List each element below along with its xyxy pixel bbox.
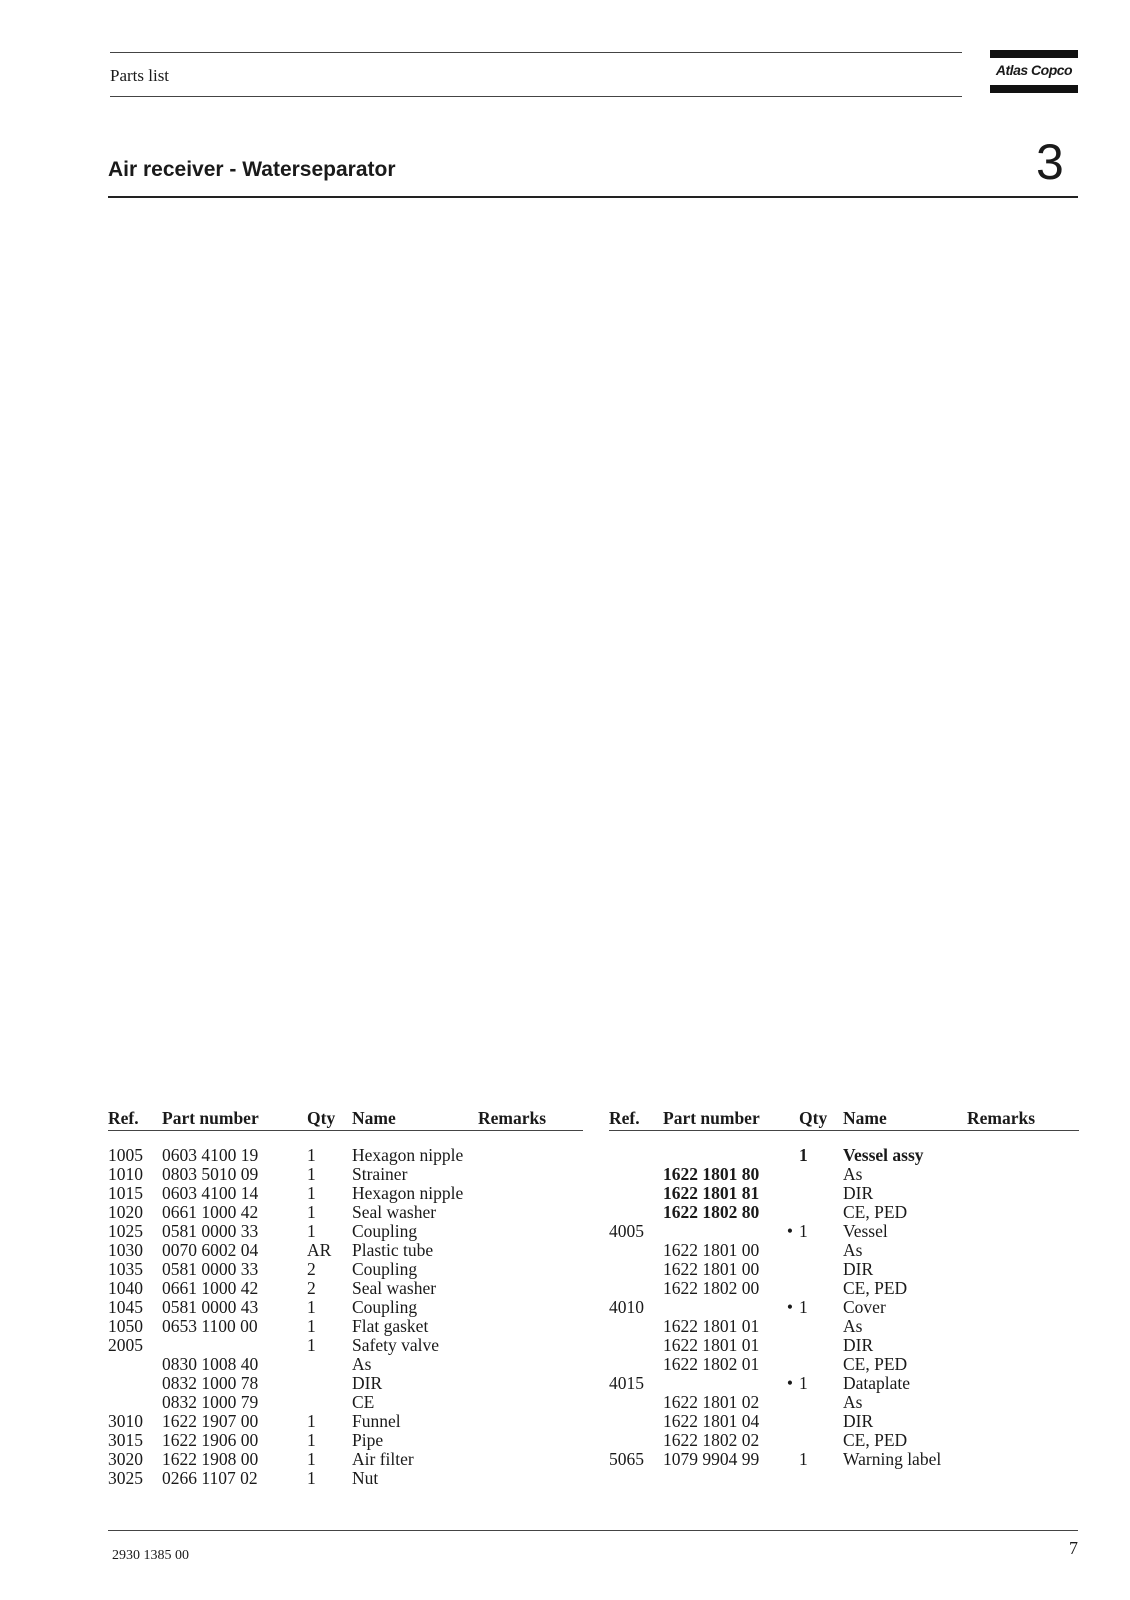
cell-part-number [663,1374,775,1393]
cell-ref: 1025 [108,1221,143,1241]
cell-name: CE, PED [843,1430,908,1450]
chapter-number: 3 [1036,134,1064,190]
footer-doc-number: 2930 1385 00 [112,1548,189,1563]
cell-qty: 1 [799,1221,808,1241]
cell-part-number: 0603 4100 14 [162,1183,259,1203]
cell-qty: 1 [307,1164,316,1184]
table-row [108,1279,583,1298]
section-title: Air receiver - Waterseparator [108,158,396,181]
table-row [108,1184,583,1203]
cell-remarks [478,1336,583,1355]
cell-ref [609,1184,663,1203]
cell-part-number: 1622 1801 01 [663,1335,760,1355]
header-ref: Ref. [609,1108,663,1131]
cell-name: CE [352,1392,375,1412]
cell-qty [799,1393,843,1412]
cell-name: Funnel [352,1411,401,1431]
cell-bullet: • [786,1297,793,1317]
table-row [108,1222,583,1241]
cell-name: Coupling [352,1259,418,1279]
cell-ref: 2005 [108,1335,143,1355]
cell-name: DIR [843,1411,874,1431]
footer-page-number: 7 [1069,1538,1078,1558]
cell-qty [799,1260,843,1279]
cell-qty: 1 [307,1297,316,1317]
cell-part-number: 1622 1906 00 [162,1430,259,1450]
cell-remarks [478,1450,583,1469]
cell-remarks [967,1260,1079,1279]
cell-remarks [478,1317,583,1336]
cell-part-number: 1622 1802 80 [663,1202,760,1222]
cell-ref: 1020 [108,1202,143,1222]
table-row [108,1431,583,1450]
cell-bullet [775,1317,799,1336]
cell-qty: 1 [307,1411,316,1431]
cell-qty [799,1412,843,1431]
parts-table-right [609,1108,1079,1469]
cell-part-number [663,1222,775,1241]
cell-remarks [967,1393,1079,1412]
cell-remarks [478,1412,583,1431]
cell-remarks [967,1184,1079,1203]
cell-ref: 3015 [108,1430,143,1450]
cell-qty [799,1165,843,1184]
cell-ref: 3025 [108,1468,143,1488]
cell-name: Nut [352,1468,379,1488]
cell-ref [108,1393,162,1412]
cell-part-number: 1622 1802 02 [663,1430,760,1450]
table-row [609,1336,1079,1355]
cell-part-number: 1622 1801 02 [663,1392,760,1412]
cell-ref: 1040 [108,1278,143,1298]
table-row [108,1450,583,1469]
cell-bullet [775,1431,799,1450]
table-row [609,1146,1079,1165]
cell-bullet [775,1241,799,1260]
cell-name: Dataplate [843,1373,911,1393]
cell-name: As [843,1240,863,1260]
cell-name: Pipe [352,1430,384,1450]
table-row [108,1355,583,1374]
table-header-row [108,1108,583,1131]
table-row [609,1412,1079,1431]
cell-remarks [478,1184,583,1203]
cell-part-number: 1622 1802 01 [663,1354,760,1374]
cell-qty [307,1393,352,1412]
cell-ref [609,1241,663,1260]
cell-ref [609,1336,663,1355]
cell-remarks [478,1241,583,1260]
table-row [609,1184,1079,1203]
header-label: Parts list [110,66,170,85]
table-row [108,1374,583,1393]
cell-remarks [967,1450,1079,1469]
cell-part-number: 0266 1107 02 [162,1468,258,1488]
cell-remarks [478,1469,583,1488]
cell-qty: 1 [307,1183,316,1203]
cell-remarks [967,1412,1079,1431]
cell-qty [799,1355,843,1374]
cell-ref [609,1279,663,1298]
cell-part-number: 1622 1907 00 [162,1411,259,1431]
cell-bullet [775,1203,799,1222]
table-row [609,1450,1079,1469]
cell-name: DIR [843,1335,874,1355]
cell-part-number: 0653 1100 00 [162,1316,258,1336]
cell-part-number [663,1298,775,1317]
table-row [108,1146,583,1165]
cell-qty: 1 [307,1449,316,1469]
cell-part-number: 0581 0000 33 [162,1259,259,1279]
header-part-number: Part number [162,1108,307,1131]
cell-part-number [663,1146,775,1165]
cell-ref [108,1374,162,1393]
cell-part-number: 1622 1801 00 [663,1259,760,1279]
cell-part-number [162,1336,307,1355]
cell-part-number: 0070 6002 04 [162,1240,259,1260]
header-qty: Qty [799,1108,843,1131]
cell-qty: AR [307,1240,332,1260]
cell-qty: 1 [307,1316,316,1336]
cell-part-number: 1622 1801 00 [663,1240,760,1260]
cell-ref: 4005 [609,1221,644,1241]
table-row [609,1298,1079,1317]
cell-qty [307,1355,352,1374]
cell-qty [799,1203,843,1222]
cell-name: DIR [352,1373,383,1393]
header-name: Name [352,1108,478,1131]
header-part-number: Part number [663,1108,799,1131]
cell-name: CE, PED [843,1354,908,1374]
cell-name: Coupling [352,1297,418,1317]
cell-bullet [775,1393,799,1412]
table-row [609,1241,1079,1260]
cell-bullet [775,1146,799,1165]
cell-remarks [478,1279,583,1298]
cell-ref [108,1355,162,1374]
table-row [108,1260,583,1279]
cell-name: Coupling [352,1221,418,1241]
cell-qty [799,1279,843,1298]
cell-ref [609,1146,663,1165]
cell-ref: 4015 [609,1373,644,1393]
cell-remarks [478,1203,583,1222]
cell-remarks [478,1355,583,1374]
cell-remarks [478,1298,583,1317]
cell-bullet: • [786,1221,793,1241]
cell-qty [307,1374,352,1393]
cell-name: Air filter [352,1449,414,1469]
cell-part-number: 0803 5010 09 [162,1164,259,1184]
cell-part-number: 1622 1801 04 [663,1411,760,1431]
cell-name: As [352,1354,372,1374]
cell-ref [609,1412,663,1431]
table-row [609,1260,1079,1279]
cell-part-number: 0661 1000 42 [162,1202,259,1222]
cell-remarks [478,1165,583,1184]
cell-qty: 1 [307,1468,316,1488]
cell-ref: 1005 [108,1145,143,1165]
cell-name: Warning label [843,1449,942,1469]
cell-name: Hexagon nipple [352,1145,464,1165]
table-spacer-row [609,1131,1079,1147]
cell-ref [609,1317,663,1336]
cell-ref: 3020 [108,1449,143,1469]
cell-name: CE, PED [843,1202,908,1222]
footer-rule [108,1530,1078,1531]
cell-qty [799,1241,843,1260]
cell-name: DIR [843,1259,874,1279]
table-row [609,1355,1079,1374]
cell-name: Seal washer [352,1278,437,1298]
cell-ref: 1045 [108,1297,143,1317]
table-row [609,1431,1079,1450]
cell-name: Strainer [352,1164,408,1184]
table-row [609,1374,1079,1393]
cell-name: CE, PED [843,1278,908,1298]
cell-ref: 5065 [609,1449,644,1469]
cell-remarks [967,1222,1079,1241]
cell-remarks [478,1146,583,1165]
cell-remarks [478,1222,583,1241]
cell-qty: 2 [307,1259,316,1279]
cell-qty: 1 [799,1145,808,1165]
cell-qty [799,1431,843,1450]
header-ref: Ref. [108,1108,162,1131]
cell-remarks [478,1374,583,1393]
cell-qty [799,1317,843,1336]
cell-ref [609,1431,663,1450]
cell-name: Plastic tube [352,1240,434,1260]
table-row [609,1393,1079,1412]
table-row [108,1412,583,1431]
cell-qty: 1 [799,1297,808,1317]
cell-remarks [967,1431,1079,1450]
cell-ref: 1015 [108,1183,143,1203]
spacer-cell [609,1131,1079,1147]
cell-ref: 4010 [609,1297,644,1317]
cell-name: As [843,1316,863,1336]
cell-part-number: 0830 1008 40 [162,1354,259,1374]
cell-ref [609,1260,663,1279]
cell-ref: 1035 [108,1259,143,1279]
cell-bullet: • [786,1373,793,1393]
cell-remarks [478,1393,583,1412]
header-top-rule [110,52,962,53]
logo-text: Atlas Copco [995,62,1073,78]
cell-remarks [967,1203,1079,1222]
cell-qty [799,1336,843,1355]
table-row [108,1203,583,1222]
cell-bullet [775,1184,799,1203]
table-row [108,1469,583,1488]
cell-part-number: 1622 1801 01 [663,1316,760,1336]
cell-name: DIR [843,1183,874,1203]
table-row [609,1203,1079,1222]
cell-ref [609,1393,663,1412]
cell-name: As [843,1392,863,1412]
cell-qty: 1 [307,1335,316,1355]
table-spacer-row [108,1131,583,1147]
cell-part-number: 1079 9904 99 [663,1449,760,1469]
table-row [609,1279,1079,1298]
cell-part-number: 0603 4100 19 [162,1145,259,1165]
cell-qty: 2 [307,1278,316,1298]
cell-remarks [967,1165,1079,1184]
logo-bottom-bar [990,85,1078,93]
cell-name: Flat gasket [352,1316,429,1336]
table-row [108,1165,583,1184]
cell-bullet [775,1450,799,1469]
table-row [108,1336,583,1355]
cell-name: Safety valve [352,1335,439,1355]
cell-remarks [478,1260,583,1279]
cell-part-number: 0661 1000 42 [162,1278,259,1298]
header-remarks: Remarks [967,1108,1079,1131]
cell-ref: 1030 [108,1240,143,1260]
cell-qty: 1 [799,1449,808,1469]
table-row [609,1222,1079,1241]
cell-remarks [967,1279,1079,1298]
cell-remarks [967,1317,1079,1336]
cell-bullet [775,1355,799,1374]
cell-name: Vessel [843,1221,888,1241]
cell-remarks [967,1374,1079,1393]
cell-remarks [967,1241,1079,1260]
cell-part-number: 1622 1908 00 [162,1449,259,1469]
cell-bullet [775,1260,799,1279]
cell-part-number: 0581 0000 43 [162,1297,259,1317]
cell-part-number: 1622 1801 81 [663,1183,760,1203]
cell-remarks [967,1298,1079,1317]
cell-part-number: 0581 0000 33 [162,1221,259,1241]
cell-name: As [843,1164,863,1184]
table-row [609,1165,1079,1184]
table-row [609,1317,1079,1336]
cell-name: Seal washer [352,1202,437,1222]
parts-table-left-body [108,1131,583,1489]
cell-qty [799,1184,843,1203]
header-remarks: Remarks [478,1108,583,1131]
cell-ref [609,1355,663,1374]
cell-bullet [775,1412,799,1431]
cell-bullet [775,1336,799,1355]
cell-qty: 1 [307,1430,316,1450]
cell-qty: 1 [799,1373,808,1393]
cell-ref [609,1165,663,1184]
parts-table-left [108,1108,583,1488]
cell-name: Vessel assy [843,1145,924,1165]
cell-part-number: 1622 1801 80 [663,1164,760,1184]
cell-ref: 1050 [108,1316,143,1336]
cell-qty: 1 [307,1221,316,1241]
cell-remarks [967,1355,1079,1374]
header-name: Name [843,1108,967,1131]
cell-qty: 1 [307,1145,316,1165]
table-header-row [609,1108,1079,1131]
cell-part-number: 0832 1000 78 [162,1373,259,1393]
title-rule [108,196,1078,198]
spacer-cell [108,1131,583,1147]
cell-name: Hexagon nipple [352,1183,464,1203]
cell-ref [609,1203,663,1222]
cell-bullet [775,1279,799,1298]
table-row [108,1393,583,1412]
logo-top-bar [990,50,1078,58]
cell-remarks [967,1146,1079,1165]
cell-part-number: 1622 1802 00 [663,1278,760,1298]
cell-qty: 1 [307,1202,316,1222]
table-row [108,1241,583,1260]
cell-name: Cover [843,1297,886,1317]
cell-bullet [775,1165,799,1184]
table-row [108,1298,583,1317]
cell-ref: 3010 [108,1411,143,1431]
cell-part-number: 0832 1000 79 [162,1392,259,1412]
header-qty: Qty [307,1108,352,1131]
table-row [108,1317,583,1336]
cell-remarks [478,1431,583,1450]
cell-ref: 1010 [108,1164,143,1184]
parts-table-right-body [609,1131,1079,1470]
header-bottom-rule [110,96,962,97]
cell-remarks [967,1336,1079,1355]
illustration-area [108,210,1078,1090]
atlas-copco-logo [990,50,1078,93]
